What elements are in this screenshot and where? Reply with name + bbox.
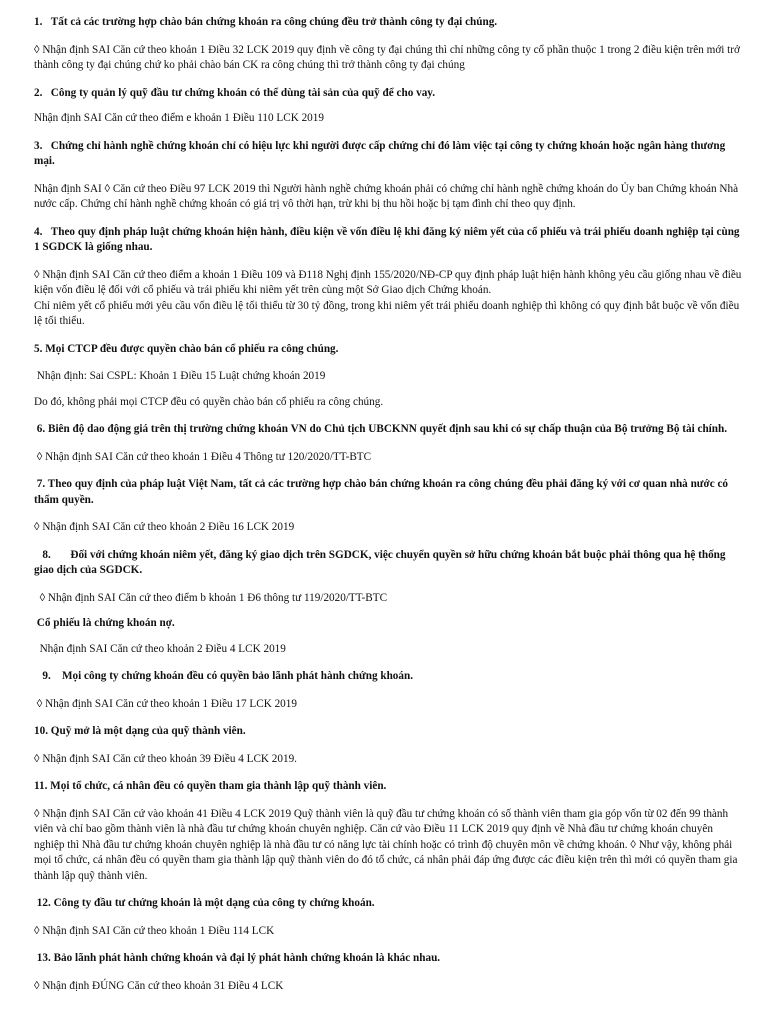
question-13: 13. Bảo lãnh phát hành chứng khoán và đại lý phát hành chứng khoán là khác nhau. [34,952,441,964]
answer-6: ◊ Nhận định SAI Căn cứ theo khoản 1 Điều 4 Thông tư 120/2020/TT-BTC [34,450,372,463]
question-3: 3. Chứng chỉ hành nghề chứng khoán chỉ có hiệu lực khi người được cấp chứng chỉ đó làm việc tại công ty chứng khoán hoặc ngân hàng thương mại. [34,139,726,167]
answer-5-continued: Do đó, không phải mọi CTCP đều có quyền chào bán cổ phiếu ra công chúng. [34,395,384,408]
question-6: 6. Biên độ dao động giá trên thị trường chứng khoán VN do Chủ tịch UBCKNN quyết định sau khi có sự chấp thuận của Bộ trưởng Bộ tài chính. [34,423,728,435]
answer-8: ◊ Nhận định SAI Căn cứ theo điểm b khoản 1 Đ6 thông tư 119/2020/TT-BTC [34,591,388,604]
answer-5: Nhận định: Sai CSPL: Khoản 1 Điều 15 Luật chứng khoán 2019 [34,370,326,382]
question-5: 5. Mọi CTCP đều được quyền chào bán cổ phiếu ra công chúng. [34,342,339,355]
question-11: 11. Mọi tổ chức, cá nhân đều có quyền tham gia thành lập quỹ thành viên. [34,780,387,792]
question-7: 7. Theo quy định của pháp luật Việt Nam, tất cả các trường hợp chào bán chứng khoán ra công chúng đều phải đăng ký với cơ quan nhà nước có thẩm quyền. [34,478,729,506]
question-4: 4. Theo quy định pháp luật chứng khoán hiện hành, điều kiện về vốn điều lệ khi đăng ký niêm yết của cổ phiếu và trái phiếu doanh nghiệp tại cùng 1 SGDCK là giống nhau. [34,225,740,253]
answer-10: ◊ Nhận định SAI Căn cứ theo khoản 39 Điều 4 LCK 2019. [34,752,297,765]
answer-13: ◊ Nhận định ĐÚNG Căn cứ theo khoản 31 Điều 4 LCK [34,979,284,992]
answer-1: ◊ Nhận định SAI Căn cứ theo khoản 1 Điều 32 LCK 2019 quy định về công ty đại chúng thì chỉ những công ty cổ phần thuộc 1 trong 2 điều kiện trên mới trở thành công ty đại chúng chứ ko phải chào bán CK ra công chúng thì trở thành công ty đại chúng [34,43,740,71]
question-stock-debt: Cổ phiếu là chứng khoán nợ. [34,617,175,629]
question-12: 12. Công ty đầu tư chứng khoán là một dạng của công ty chứng khoán. [34,897,375,909]
question-1: 1. Tất cả các trường hợp chào bán chứng khoán ra công chúng đều trở thành công ty đại chúng. [34,16,498,28]
question-8: 8. Đối với chứng khoán niêm yết, đăng ký giao dịch trên SGDCK, việc chuyển quyền sở hữu chứng khoán bắt buộc phải thông qua hệ thống giao dịch của SGDCK. [34,548,726,576]
question-9: 9. Mọi công ty chứng khoán đều có quyền bảo lãnh phát hành chứng khoán. [34,670,413,682]
answer-4: ◊ Nhận định SAI Căn cứ theo điểm a khoản 1 Điều 109 và Đ118 Nghị định 155/2020/NĐ-CP quy định pháp luật hiện hành không yêu cầu giống nhau về điều kiện vốn điều lệ đối với cổ phiếu và trái phiếu khi niêm yết trên cùng một Sở Giao dịch Chứng khoán. [34,268,742,296]
answer-9: ◊ Nhận định SAI Căn cứ theo khoản 1 Điều 17 LCK 2019 [34,697,297,710]
question-2: 2. Công ty quản lý quỹ đầu tư chứng khoán có thể dùng tài sản của quỹ để cho vay. [34,86,436,99]
question-10: 10. Quỹ mở là một dạng của quỹ thành viên. [34,725,246,737]
answer-12: ◊ Nhận định SAI Căn cứ theo khoản 1 Điều 114 LCK [34,924,275,937]
answer-4-continued: Chỉ niêm yết cổ phiếu mới yêu cầu vốn điều lệ tối thiểu từ 30 tỷ đồng, trong khi niêm yết trái phiếu doanh nghiệp thì không có quy định bắt buộc về vốn điều lệ tối thiểu. [34,299,740,327]
answer-stock-debt: Nhận định SAI Căn cứ theo khoản 2 Điều 4 LCK 2019 [34,642,286,655]
answer-7: ◊ Nhận định SAI Căn cứ theo khoản 2 Điều 16 LCK 2019 [34,521,295,533]
answer-11: ◊ Nhận định SAI Căn cứ vào khoản 41 Điều 4 LCK 2019 Quỹ thành viên là quỹ đầu tư chứng khoán có số thành viên tham gia góp vốn từ 02 đến 99 thành viên và chỉ bao gồm thành viên là nhà đầu tư chứng khoán chuyên nghiệp. Căn cứ vào Điều 11 LCK 2019 quy định về Nhà đầu tư chứng khoán chuyên nghiệp thì Nhà đầu tư chứng khoán chuyên nghiệp là nhà đầu tư có năng lực tài chính hoặc có trình độ chuyên môn về chứng khoán. ◊ Như vậy, không phải mọi tổ chức, cá nhân đều có quyền tham gia thành lập quỹ thành viên do đó tổ chức, cá nhân phải đáp ứng được các điều kiện trên thì mới có quyền tham gia thành lập quỹ thành viên. [34,807,738,882]
answer-3: Nhận định SAI ◊ Căn cứ theo Điều 97 LCK 2019 thì Người hành nghề chứng khoán phải có chứng chỉ hành nghề chứng khoán do Ủy ban Chứng khoán Nhà nước cấp. Chứng chỉ hành nghề chứng khoán có giá trị vô thời hạn, trừ khi bị thu hồi hoặc bị tạm đình chỉ theo quy định. [34,182,739,210]
answer-2: Nhận định SAI Căn cứ theo điểm e khoản 1 Điều 110 LCK 2019 [34,112,324,124]
